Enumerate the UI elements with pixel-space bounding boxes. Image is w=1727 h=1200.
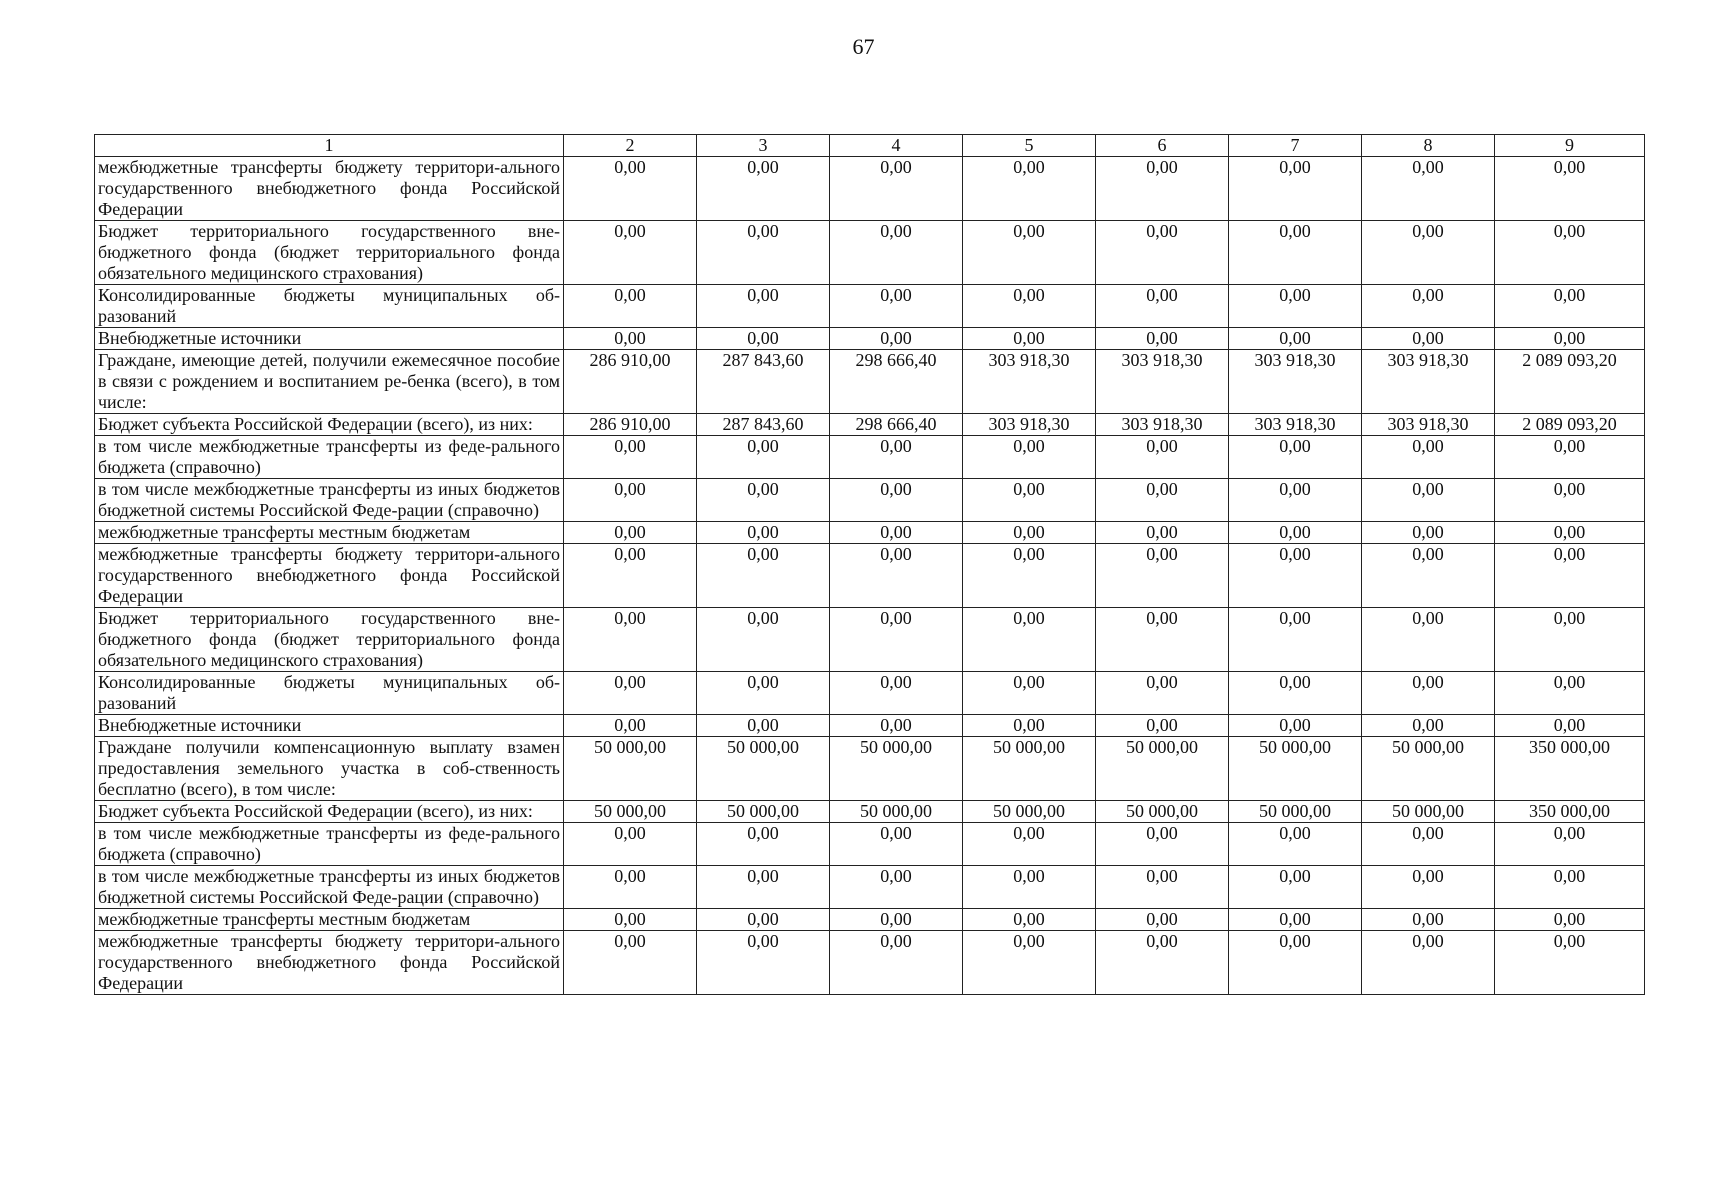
row-value: 50 000,00 — [830, 801, 963, 823]
row-value: 0,00 — [830, 931, 963, 995]
row-value: 0,00 — [830, 715, 963, 737]
row-value: 0,00 — [1229, 672, 1362, 715]
row-value: 0,00 — [697, 479, 830, 522]
row-value: 0,00 — [830, 522, 963, 544]
row-value: 0,00 — [1096, 672, 1229, 715]
row-value: 0,00 — [1096, 715, 1229, 737]
row-label: межбюджетные трансферты местным бюджетам — [95, 909, 564, 931]
row-value: 0,00 — [1229, 328, 1362, 350]
column-header: 5 — [963, 135, 1096, 157]
row-value: 0,00 — [1229, 909, 1362, 931]
table-row — [95, 737, 1645, 801]
row-value: 0,00 — [830, 221, 963, 285]
row-label: в том числе межбюджетные трансферты из иных бюджетов бюджетной системы Российской Феде-рации (справочно) — [95, 479, 564, 522]
row-value: 0,00 — [1362, 823, 1495, 866]
row-value: 0,00 — [1096, 931, 1229, 995]
row-value: 0,00 — [1495, 328, 1645, 350]
table-row — [95, 285, 1645, 328]
row-value: 0,00 — [830, 909, 963, 931]
row-value: 0,00 — [697, 715, 830, 737]
row-value: 0,00 — [1495, 544, 1645, 608]
row-value: 0,00 — [1495, 157, 1645, 221]
column-header: 9 — [1495, 135, 1645, 157]
row-value: 50 000,00 — [1229, 801, 1362, 823]
row-value: 0,00 — [697, 436, 830, 479]
row-value: 0,00 — [1229, 866, 1362, 909]
row-value: 2 089 093,20 — [1495, 414, 1645, 436]
row-value: 0,00 — [1495, 285, 1645, 328]
row-value: 0,00 — [963, 328, 1096, 350]
table-row — [95, 866, 1645, 909]
row-value: 0,00 — [1362, 479, 1495, 522]
row-value: 0,00 — [1362, 608, 1495, 672]
row-value: 303 918,30 — [1096, 350, 1229, 414]
row-value: 0,00 — [564, 285, 697, 328]
row-label: Внебюджетные источники — [95, 328, 564, 350]
row-value: 0,00 — [1229, 522, 1362, 544]
row-value: 0,00 — [830, 285, 963, 328]
row-value: 0,00 — [1229, 931, 1362, 995]
row-value: 0,00 — [1229, 285, 1362, 328]
row-value: 287 843,60 — [697, 414, 830, 436]
row-value: 0,00 — [963, 522, 1096, 544]
column-number-row — [95, 135, 1645, 157]
row-value: 0,00 — [564, 436, 697, 479]
row-value: 0,00 — [564, 522, 697, 544]
row-value: 0,00 — [564, 479, 697, 522]
row-value: 0,00 — [963, 823, 1096, 866]
row-value: 0,00 — [1096, 823, 1229, 866]
row-label: в том числе межбюджетные трансферты из феде-рального бюджета (справочно) — [95, 823, 564, 866]
row-value: 0,00 — [963, 931, 1096, 995]
row-value: 0,00 — [1229, 157, 1362, 221]
row-value: 0,00 — [1362, 328, 1495, 350]
row-value: 0,00 — [830, 436, 963, 479]
table-row — [95, 436, 1645, 479]
row-value: 0,00 — [1495, 479, 1645, 522]
row-label: Бюджет субъекта Российской Федерации (всего), из них: — [95, 801, 564, 823]
row-value: 50 000,00 — [1229, 737, 1362, 801]
table-row — [95, 479, 1645, 522]
row-value: 0,00 — [963, 866, 1096, 909]
row-value: 0,00 — [1362, 909, 1495, 931]
row-value: 0,00 — [830, 866, 963, 909]
row-value: 0,00 — [564, 672, 697, 715]
row-value: 50 000,00 — [1096, 737, 1229, 801]
row-value: 0,00 — [1362, 285, 1495, 328]
row-value: 303 918,30 — [963, 414, 1096, 436]
column-header: 2 — [564, 135, 697, 157]
row-value: 50 000,00 — [697, 737, 830, 801]
row-label: межбюджетные трансферты бюджету территори-ального государственного внебюджетного фонда Российской Федерации — [95, 931, 564, 995]
row-value: 0,00 — [1495, 866, 1645, 909]
column-header: 8 — [1362, 135, 1495, 157]
row-value: 0,00 — [564, 866, 697, 909]
page-number: 67 — [852, 34, 875, 59]
row-value: 0,00 — [1229, 544, 1362, 608]
row-value: 0,00 — [1362, 436, 1495, 479]
row-label: Бюджет территориального государственного вне-бюджетного фонда (бюджет территориального фонда обязательного медицинского страхования) — [95, 608, 564, 672]
row-value: 303 918,30 — [1229, 414, 1362, 436]
row-value: 0,00 — [830, 544, 963, 608]
row-value: 0,00 — [1362, 866, 1495, 909]
row-value: 0,00 — [1495, 522, 1645, 544]
row-value: 0,00 — [1229, 479, 1362, 522]
row-value: 0,00 — [963, 436, 1096, 479]
row-value: 303 918,30 — [1229, 350, 1362, 414]
budget-table — [94, 134, 1645, 995]
row-value: 0,00 — [1362, 522, 1495, 544]
row-value: 0,00 — [963, 479, 1096, 522]
table-row — [95, 608, 1645, 672]
row-value: 0,00 — [963, 285, 1096, 328]
row-value: 0,00 — [1096, 909, 1229, 931]
row-label: Граждане получили компенсационную выплату взамен предоставления земельного участка в соб-ственность бесплатно (всего), в том числе: — [95, 737, 564, 801]
row-value: 0,00 — [564, 909, 697, 931]
row-value: 0,00 — [830, 823, 963, 866]
row-value: 0,00 — [1229, 436, 1362, 479]
row-value: 303 918,30 — [1096, 414, 1229, 436]
row-value: 303 918,30 — [1362, 414, 1495, 436]
row-value: 287 843,60 — [697, 350, 830, 414]
row-value: 0,00 — [697, 672, 830, 715]
row-value: 0,00 — [1096, 328, 1229, 350]
row-value: 286 910,00 — [564, 414, 697, 436]
row-value: 0,00 — [1362, 715, 1495, 737]
row-value: 0,00 — [697, 328, 830, 350]
row-value: 50 000,00 — [697, 801, 830, 823]
row-value: 0,00 — [830, 608, 963, 672]
row-value: 0,00 — [1362, 672, 1495, 715]
row-value: 50 000,00 — [963, 801, 1096, 823]
row-value: 50 000,00 — [564, 801, 697, 823]
row-label: межбюджетные трансферты бюджету территори-ального государственного внебюджетного фонда Российской Федерации — [95, 157, 564, 221]
table-row — [95, 931, 1645, 995]
row-label: Внебюджетные источники — [95, 715, 564, 737]
row-value: 50 000,00 — [963, 737, 1096, 801]
row-value: 0,00 — [1096, 479, 1229, 522]
row-value: 0,00 — [1229, 608, 1362, 672]
row-value: 0,00 — [830, 672, 963, 715]
table-row — [95, 522, 1645, 544]
row-value: 0,00 — [1495, 909, 1645, 931]
row-value: 303 918,30 — [963, 350, 1096, 414]
row-value: 0,00 — [1229, 715, 1362, 737]
row-value: 0,00 — [697, 608, 830, 672]
row-value: 350 000,00 — [1495, 737, 1645, 801]
row-value: 0,00 — [1362, 221, 1495, 285]
row-value: 0,00 — [697, 909, 830, 931]
row-value: 0,00 — [830, 479, 963, 522]
row-value: 350 000,00 — [1495, 801, 1645, 823]
column-header: 7 — [1229, 135, 1362, 157]
row-value: 0,00 — [697, 522, 830, 544]
row-value: 0,00 — [1096, 866, 1229, 909]
row-value: 50 000,00 — [1362, 801, 1495, 823]
row-value: 0,00 — [564, 608, 697, 672]
row-value: 0,00 — [963, 715, 1096, 737]
table-row — [95, 801, 1645, 823]
row-value: 50 000,00 — [1096, 801, 1229, 823]
table-row — [95, 672, 1645, 715]
column-header: 4 — [830, 135, 963, 157]
row-value: 0,00 — [1495, 221, 1645, 285]
table-row — [95, 157, 1645, 221]
row-value: 0,00 — [1495, 823, 1645, 866]
row-value: 0,00 — [697, 544, 830, 608]
row-value: 0,00 — [697, 157, 830, 221]
row-label: Консолидированные бюджеты муниципальных об-разований — [95, 672, 564, 715]
row-value: 0,00 — [830, 328, 963, 350]
row-value: 0,00 — [564, 328, 697, 350]
row-value: 0,00 — [697, 931, 830, 995]
table-row — [95, 350, 1645, 414]
table-row — [95, 414, 1645, 436]
row-label: межбюджетные трансферты местным бюджетам — [95, 522, 564, 544]
row-value: 0,00 — [963, 157, 1096, 221]
row-value: 0,00 — [564, 544, 697, 608]
row-value: 0,00 — [564, 931, 697, 995]
column-header: 1 — [95, 135, 564, 157]
row-value: 0,00 — [1362, 931, 1495, 995]
row-value: 286 910,00 — [564, 350, 697, 414]
row-value: 298 666,40 — [830, 350, 963, 414]
row-value: 0,00 — [564, 221, 697, 285]
row-label: в том числе межбюджетные трансферты из феде-рального бюджета (справочно) — [95, 436, 564, 479]
row-value: 0,00 — [697, 285, 830, 328]
row-value: 0,00 — [963, 221, 1096, 285]
table-row — [95, 221, 1645, 285]
row-value: 0,00 — [1096, 285, 1229, 328]
table-row — [95, 715, 1645, 737]
column-header: 6 — [1096, 135, 1229, 157]
row-value: 298 666,40 — [830, 414, 963, 436]
row-value: 0,00 — [1096, 522, 1229, 544]
row-label: в том числе межбюджетные трансферты из иных бюджетов бюджетной системы Российской Феде-рации (справочно) — [95, 866, 564, 909]
row-value: 0,00 — [963, 909, 1096, 931]
row-value: 0,00 — [963, 608, 1096, 672]
row-value: 0,00 — [1362, 157, 1495, 221]
table-row — [95, 909, 1645, 931]
row-value: 0,00 — [1495, 715, 1645, 737]
column-header: 3 — [697, 135, 830, 157]
row-value: 0,00 — [564, 157, 697, 221]
row-label: Консолидированные бюджеты муниципальных об-разований — [95, 285, 564, 328]
row-value: 0,00 — [1495, 436, 1645, 479]
row-value: 50 000,00 — [830, 737, 963, 801]
row-value: 0,00 — [564, 823, 697, 866]
table-row — [95, 328, 1645, 350]
row-value: 0,00 — [1495, 931, 1645, 995]
row-value: 0,00 — [697, 221, 830, 285]
row-value: 0,00 — [830, 157, 963, 221]
row-value: 0,00 — [1495, 608, 1645, 672]
row-value: 0,00 — [1362, 544, 1495, 608]
table-body — [95, 157, 1645, 995]
row-label: Бюджет субъекта Российской Федерации (всего), из них: — [95, 414, 564, 436]
row-value: 0,00 — [963, 672, 1096, 715]
row-value: 0,00 — [1229, 823, 1362, 866]
row-value: 2 089 093,20 — [1495, 350, 1645, 414]
row-value: 0,00 — [963, 544, 1096, 608]
row-value: 0,00 — [1096, 436, 1229, 479]
row-value: 0,00 — [1096, 157, 1229, 221]
row-label: Бюджет территориального государственного вне-бюджетного фонда (бюджет территориального фонда обязательного медицинского страхования) — [95, 221, 564, 285]
row-value: 0,00 — [1096, 221, 1229, 285]
table-row — [95, 544, 1645, 608]
row-value: 303 918,30 — [1362, 350, 1495, 414]
row-value: 50 000,00 — [1362, 737, 1495, 801]
table-row — [95, 823, 1645, 866]
row-value: 0,00 — [564, 715, 697, 737]
row-value: 0,00 — [1495, 672, 1645, 715]
row-value: 0,00 — [1096, 608, 1229, 672]
row-value: 0,00 — [1096, 544, 1229, 608]
row-value: 0,00 — [697, 823, 830, 866]
row-value: 0,00 — [697, 866, 830, 909]
row-value: 0,00 — [1229, 221, 1362, 285]
row-label: межбюджетные трансферты бюджету территори-ального государственного внебюджетного фонда Российской Федерации — [95, 544, 564, 608]
row-label: Граждане, имеющие детей, получили ежемесячное пособие в связи с рождением и воспитанием ре-бенка (всего), в том числе: — [95, 350, 564, 414]
row-value: 50 000,00 — [564, 737, 697, 801]
